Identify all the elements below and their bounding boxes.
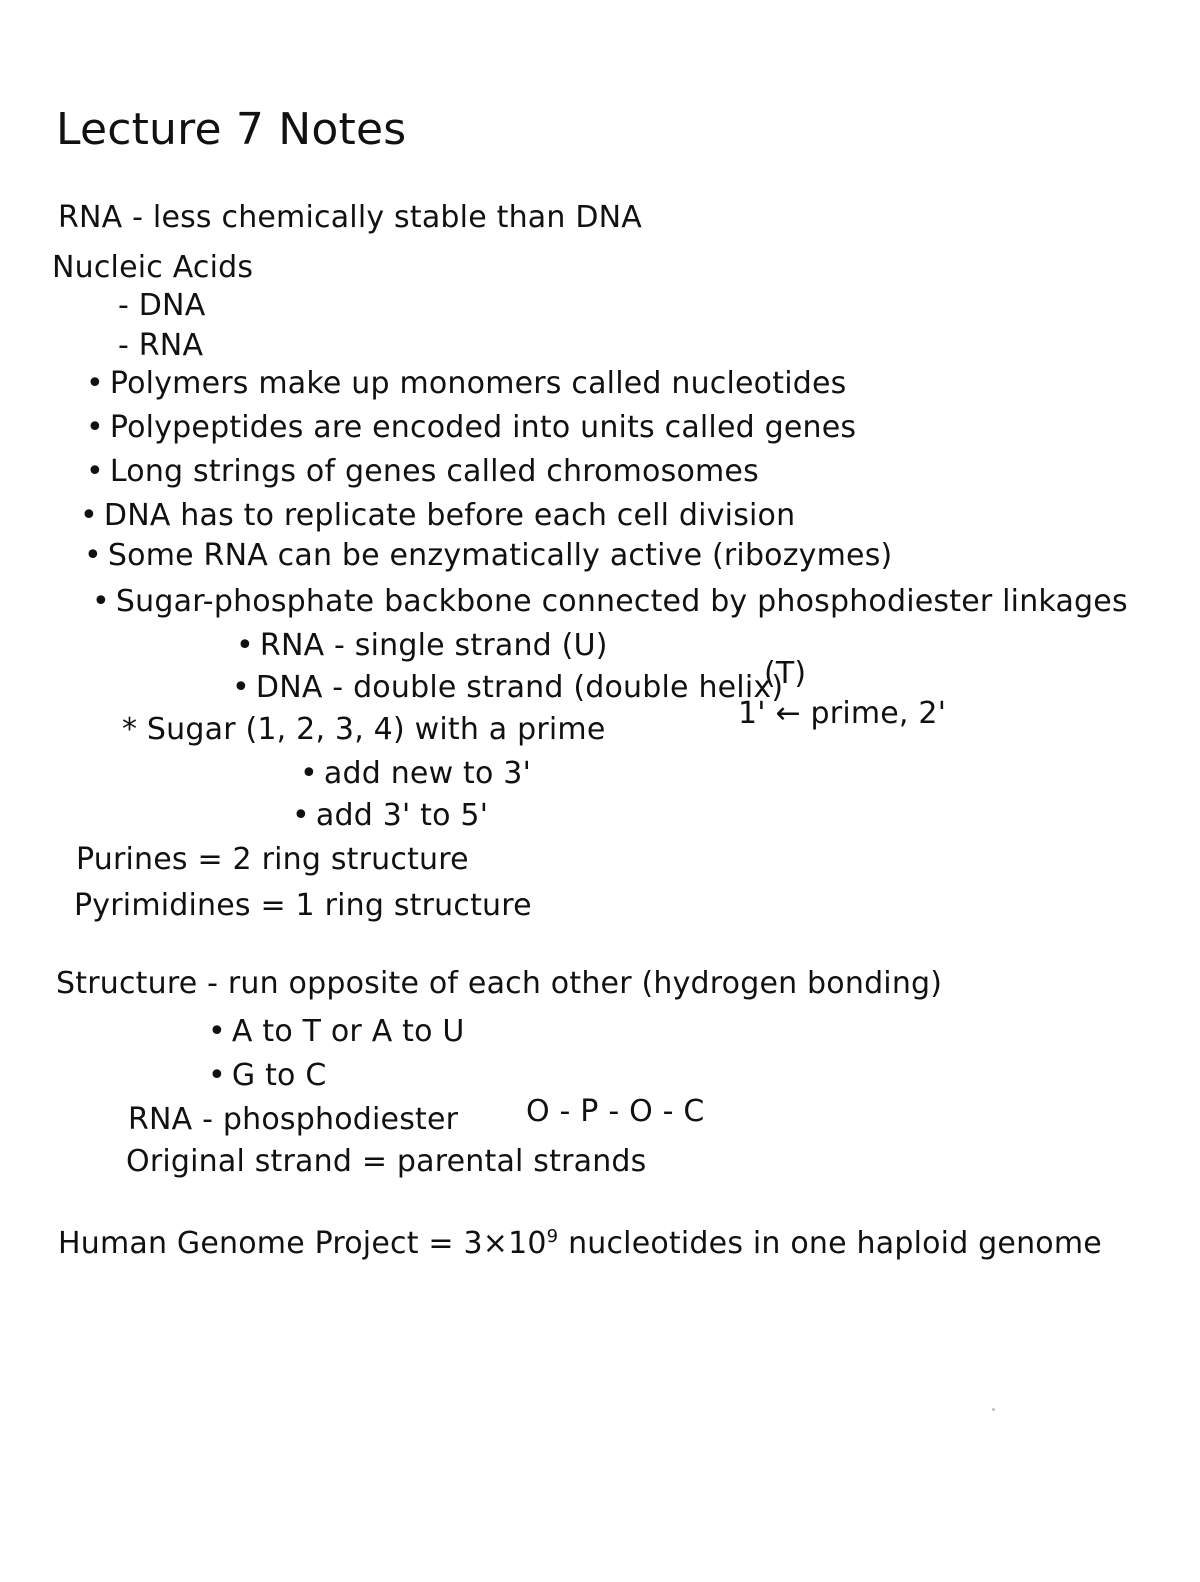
genome-prefix: Human Genome Project = 3×10 bbox=[58, 1226, 547, 1261]
bullet-text: DNA has to replicate before each cell division bbox=[103, 498, 796, 533]
bullet-text: Long strings of genes called chromosomes bbox=[109, 454, 759, 489]
bullet-marker: • bbox=[92, 584, 110, 619]
nucleic-acid-item: - DNA bbox=[118, 288, 206, 323]
page-title: Lecture 7 Notes bbox=[56, 104, 407, 155]
stray-mark bbox=[992, 1408, 995, 1411]
add-note bbox=[300, 756, 531, 792]
bullet-marker: • bbox=[208, 1014, 226, 1049]
pyrimidines-note: Pyrimidines = 1 ring structure bbox=[74, 888, 532, 923]
bullet-marker: • bbox=[86, 454, 104, 489]
strand-item bbox=[236, 628, 608, 664]
rna-stability-note: RNA - less chemically stable than DNA bbox=[58, 200, 642, 235]
bullet-marker: • bbox=[84, 538, 102, 573]
prime-note: 1' ← prime, 2' bbox=[738, 696, 947, 731]
strand-item bbox=[232, 670, 783, 706]
bullet-item bbox=[86, 366, 846, 402]
add-note bbox=[292, 798, 488, 834]
nucleic-acid-item: - RNA bbox=[118, 328, 204, 363]
bullet-text: Sugar-phosphate backbone connected by phosphodiester linkages bbox=[115, 584, 1128, 619]
purines-note: Purines = 2 ring structure bbox=[76, 842, 469, 877]
bullet-text: Some RNA can be enzymatically active (ribozymes) bbox=[107, 538, 893, 573]
strand-text: RNA - single strand (U) bbox=[259, 628, 608, 663]
genome-suffix: nucleotides in one haploid genome bbox=[558, 1226, 1102, 1261]
strand-text: DNA - double strand (double helix) bbox=[255, 670, 784, 705]
bond-note: O - P - O - C bbox=[526, 1094, 705, 1129]
structure-heading: Structure - run opposite of each other (hydrogen bonding) bbox=[56, 966, 943, 1001]
base-pair-item bbox=[208, 1014, 465, 1050]
bullet-text: Polymers make up monomers called nucleotides bbox=[109, 366, 847, 401]
base-pair-text: A to T or A to U bbox=[231, 1014, 465, 1049]
bullet-item bbox=[92, 584, 1128, 620]
bullet-marker: • bbox=[292, 798, 310, 833]
bullet-marker: • bbox=[86, 410, 104, 445]
add-note-text: add new to 3' bbox=[323, 756, 532, 791]
bullet-marker: • bbox=[232, 670, 250, 705]
bullet-item bbox=[84, 538, 892, 574]
nucleic-acids-heading: Nucleic Acids bbox=[52, 250, 254, 285]
base-pair-text: G to C bbox=[231, 1058, 327, 1093]
rna-phosphodiester-note: RNA - phosphodiester bbox=[128, 1102, 459, 1137]
bullet-marker: • bbox=[208, 1058, 226, 1093]
thymine-mark: (T) bbox=[764, 656, 807, 691]
bullet-marker: • bbox=[80, 498, 98, 533]
original-strand-note: Original strand = parental strands bbox=[126, 1144, 647, 1179]
genome-note bbox=[58, 1226, 1102, 1262]
bullet-marker: • bbox=[300, 756, 318, 791]
bullet-marker: • bbox=[86, 366, 104, 401]
sugar-note: * Sugar (1, 2, 3, 4) with a prime bbox=[122, 712, 606, 747]
bullet-text: Polypeptides are encoded into units called genes bbox=[109, 410, 857, 445]
base-pair-item bbox=[208, 1058, 327, 1094]
bullet-item bbox=[80, 498, 795, 534]
bullet-marker: • bbox=[236, 628, 254, 663]
genome-exponent: 9 bbox=[546, 1226, 559, 1247]
bullet-item bbox=[86, 454, 759, 490]
add-note-text: add 3' to 5' bbox=[315, 798, 489, 833]
bullet-item bbox=[86, 410, 856, 446]
